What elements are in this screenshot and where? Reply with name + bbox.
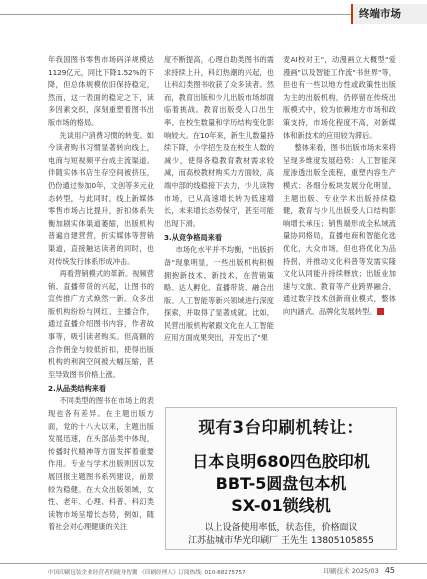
paragraph: 麦AI校对王"，动漫画立大概型"爱漫画"以及智能工作流"书世界"等，但也有一些以地方性或政策性出版为主的出版机构，仍停留在传统出版模式中，较为依赖地方市场和政策支持，市场化程度不高，对新媒体和新技术的应用较为滞后。 — [283, 55, 396, 140]
footer-rule — [0, 563, 427, 564]
ad-item: BBT-5圆盘包本机 — [215, 474, 347, 493]
ad-title: 现有3台印刷机转让： — [198, 418, 364, 437]
subheading: 3.从竞争格局来看 — [164, 233, 223, 243]
issue-number: 2025/03 — [351, 567, 379, 575]
paragraph: 度不断提高，心理自助类图书的需求持续上升，科幻热潮的兴起，也让科幻类图书收获了众多读者。然而，教育出版和少儿出版市场却面临着挑战。教育出版受人口出生率、在校生数量和学历结构变化影响较大。在10年来，新生儿数量持续下降，小学招生及在校生人数的减少，使得各稳教育教材需求较减，而高校教材购买力方面较，高端中部的线稳接下去力，少儿读物市场，已从高速增长转为低速增长，未来增长态势保守，甚至可能出现下滑。 — [164, 55, 274, 228]
paragraph — [283, 142, 396, 318]
article-column-3 — [283, 54, 396, 318]
paragraph: 不同类型的图书在市场上的表现也各有差异。在主题出版方面，党的十八大以来，主题出版发展迅速，在头部品类中体现，传播时代精神等方面发挥着重要作用。专业与学术出版则因以发展回报主题图书系列建设，前景较为稳健。在大众出版领域，女性、老年、心理、科普、科幻类读物市场呈增长态势，例如，随着社会对心理健康的关注 — [48, 396, 154, 532]
paragraph-text: 整体来看，图书出版市场未来将呈现多维度发展趋势：人工智能深度渗透出版全流程，重塑内容生产模式；各细分板块发展分化明显，主题出版、专业学术出版持续稳健，教育与少儿出版受人口结构影响增长承压；销售端形成全私域流量协同格局，直播电商和智能化选优化，大众市场，但也将优化为品持拐，并推动文化科普等发需实隆文化认同能升持续释放；出版业加速与文旅、教育等产业跨界融合，通过数字技术创新商业模式，整体向内涵式、品牌化发展转型。 — [283, 143, 396, 316]
paragraph: 再看营销模式的革新。视频营销、直播带货的兴起，让图书的宣传推广方式焕然一新。众多出版机构纷纷与网红、主播合作，通过直播介绍图书内容，作者故事等，吸引读者购买。但高额的合作佣金与较低折扣，使得出版机构的利润空间被大幅压缩，甚至导致图书价格上涨。 — [48, 269, 154, 379]
subheading: 2.从品类结构来看 — [48, 384, 107, 394]
ad-item: SX-01锁线机 — [231, 496, 331, 515]
section-title: 终端市场 — [359, 8, 401, 20]
ad-contact: 江苏盐城市华光印刷厂 王先生 13805105855 — [188, 536, 374, 546]
footer-folio — [324, 566, 395, 575]
ad-item: 日本良明680四色胶印机 — [192, 452, 370, 471]
paragraph: 先谈用户消费习惯的转变。如今读者购书习惯显著转向线上，电商与短视频平台成主流渠道。伴随实体书店生存空间被挤压，仍份通过参加0年，文创等多元业态转型，与此同时，线上新媒体零售市场占比提升，折扣体系失衡加剧实体渠道萎缩，出版机构普遍自建营营，折实媒体等营销渠道，直接触达读者的同时，也对传统发行体系形成冲击。 — [48, 130, 154, 266]
footer-tagline: 中国印刷包装企业经营者的随身智囊 《印刷经理人》订阅热线: 010-88275757 — [48, 570, 246, 576]
page-number: 45 — [384, 566, 395, 575]
article-column-1 — [48, 54, 154, 534]
section-tag — [351, 4, 427, 24]
article-column-2 — [164, 54, 274, 345]
journal-name: 印刷技术 — [323, 567, 350, 575]
ad-note: 以上设备使用率低，状态佳，价格面议 — [204, 523, 358, 533]
paragraph: 市场化水平并不均衡，"出版折备"现象明显，一些出版机构积极拥抱新技术、新技术，在营销策略、达人孵化、直播带货、融合出版、人工智能等新兴领域进行深度探索，并取得了显著成就。比如，民营出版机构紧跟文化在人工智能应用方面成果突出，开发出了"果 — [164, 245, 274, 343]
paragraph: 年我国图书零售市场码洋规模达1129亿元，同比下降1.52%的下降，但总体规模依旧保持稳定，然而，这一表面的稳定之下，读多因素交织，深刻重塑着图书出版市场的格局。 — [48, 55, 154, 127]
classified-ad — [165, 407, 397, 550]
end-mark-icon — [377, 308, 384, 315]
